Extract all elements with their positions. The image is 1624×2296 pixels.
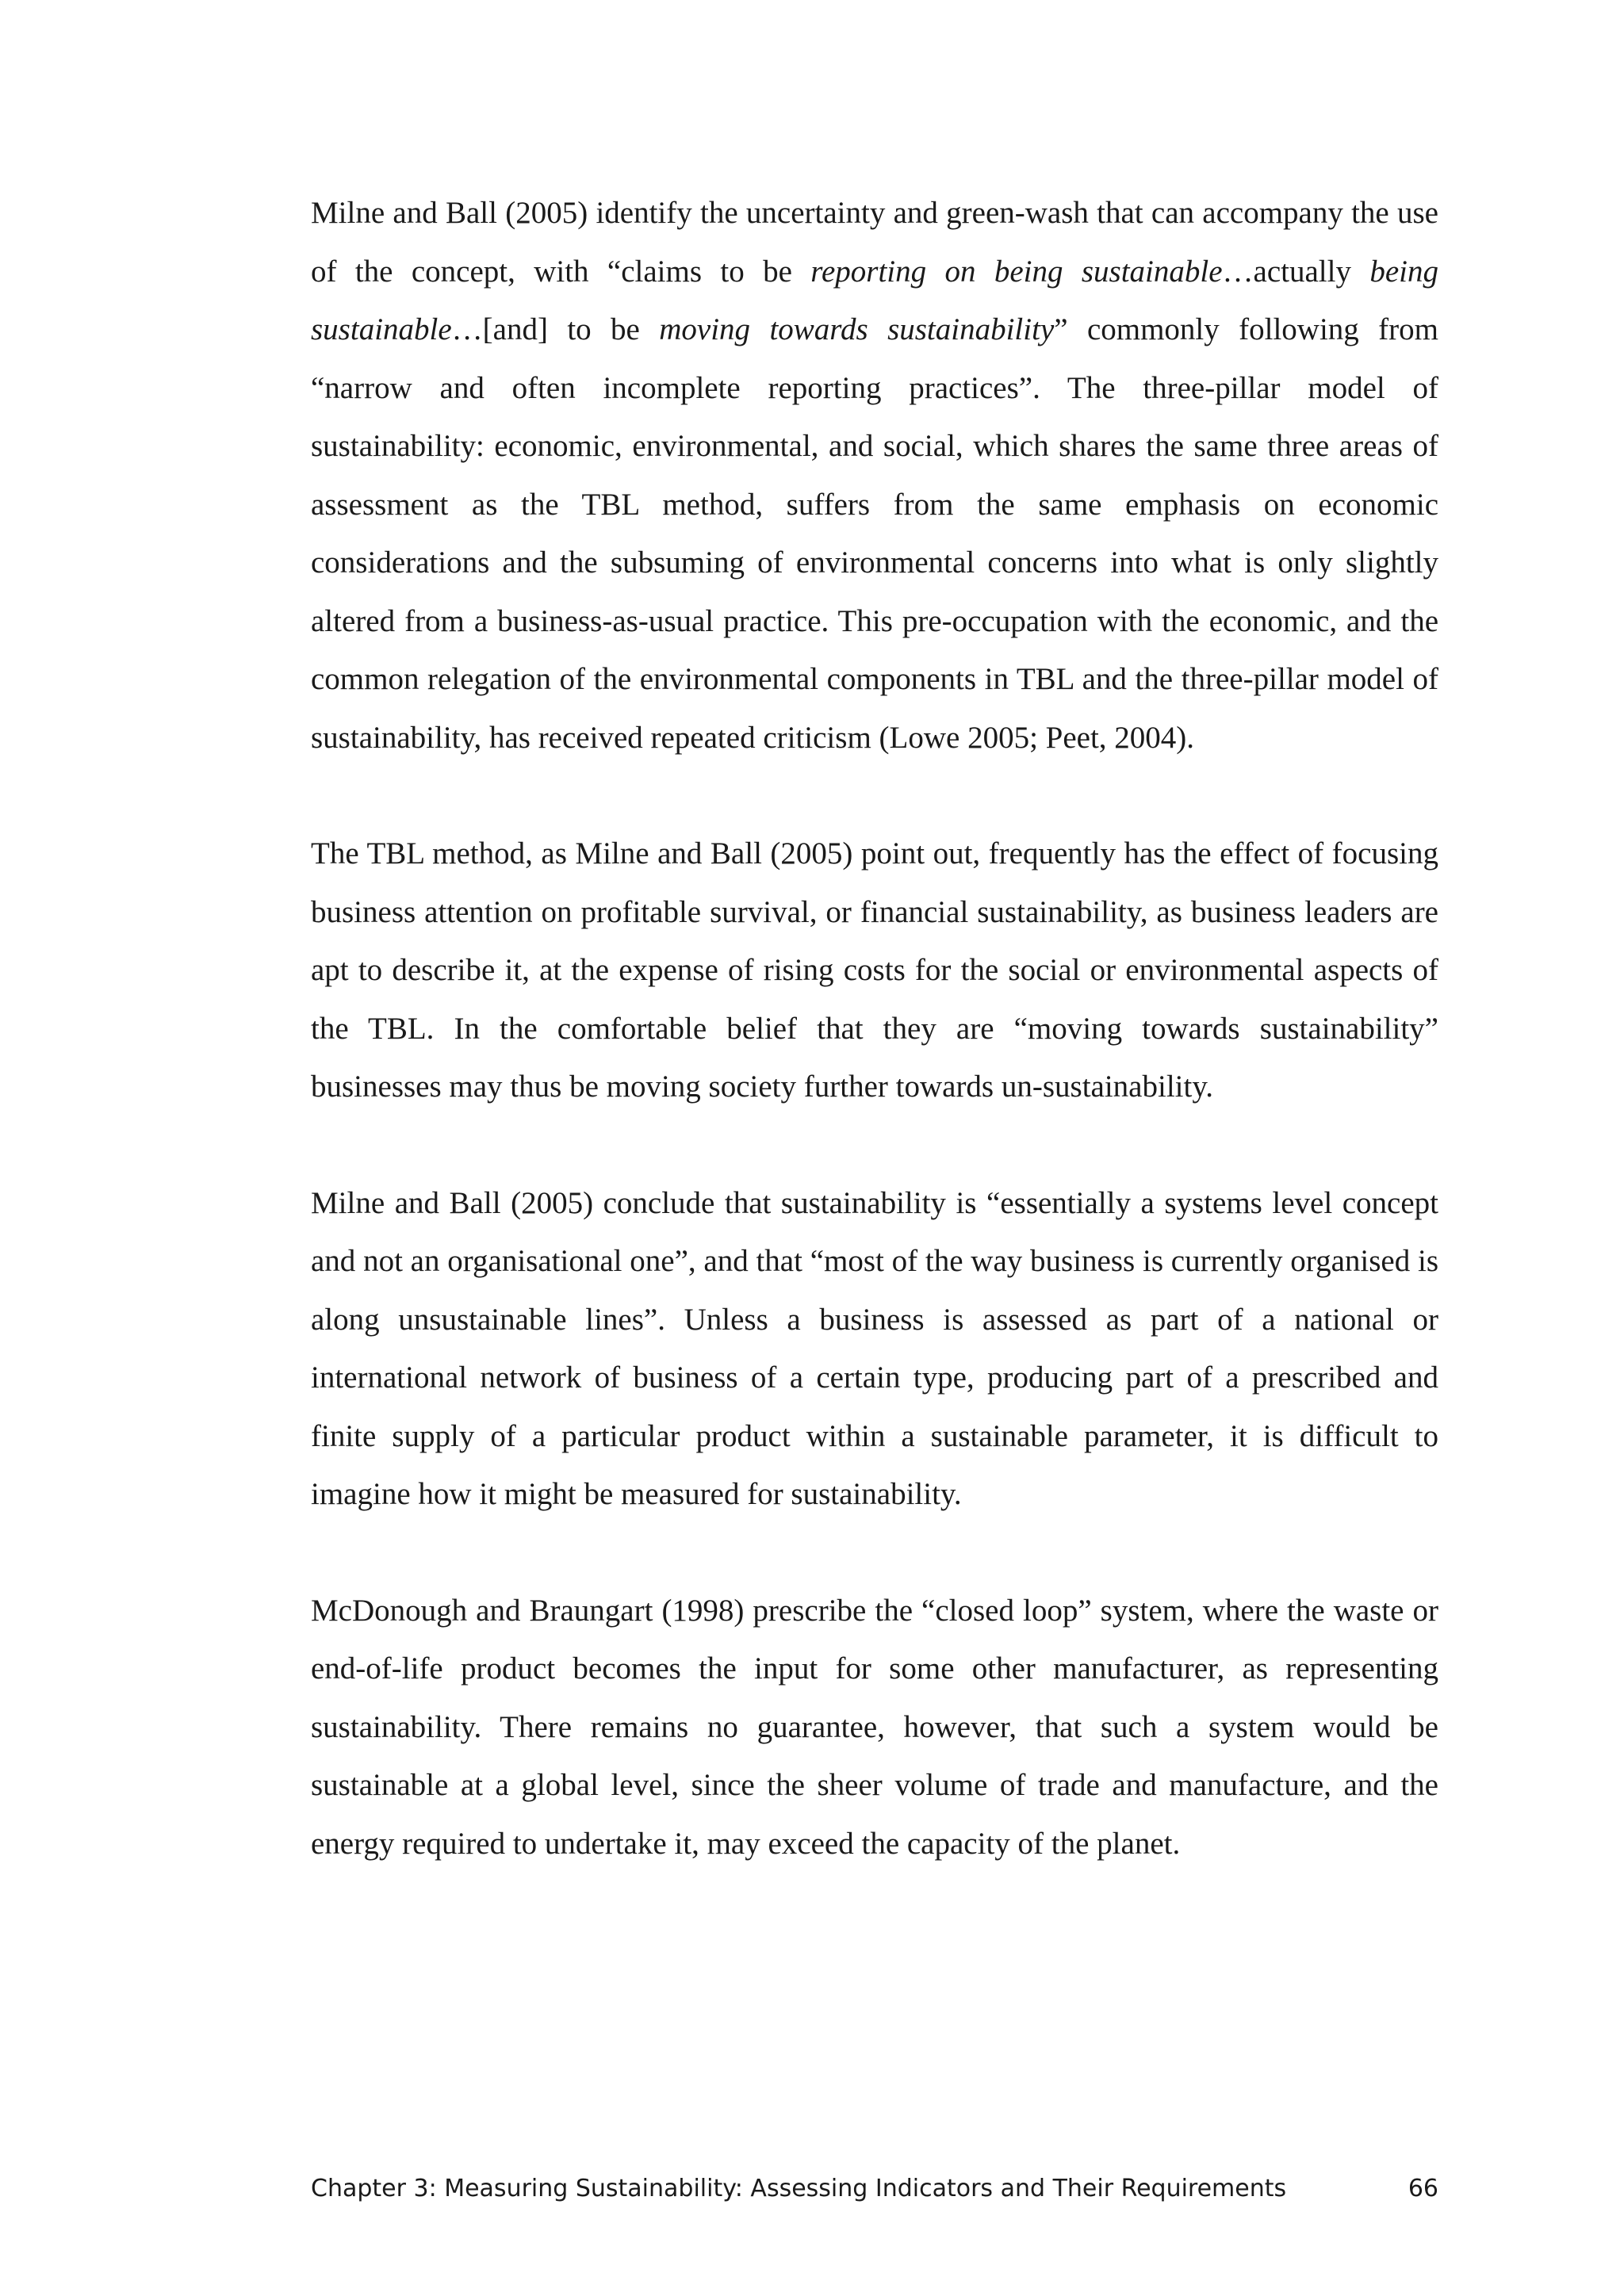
paragraph-4 [311,1582,1438,1873]
body-text [311,184,1438,1873]
chapter-title: Chapter 3: Measuring Sustainability: Assessing Indicators and Their Requirements [311,2175,1287,2202]
paragraph-1-segment-4: being sustainable [311,254,1438,346]
paragraph-1-segment-3: …actually [1222,254,1370,289]
paragraph-4-text: McDonough and Braungart (1998) prescribe the “closed loop” system, where the waste or end-of-life product becomes the input for some other manufacturer, as representing sustainability. There remains no guarantee, however, that such a system would be sustainable at a global level, since the sheer volume of trade and manufacture, and the energy required to undertake it, may exceed the capacity of the planet. [311,1593,1438,1861]
paragraph-1-segment-7: ” commonly following from “narrow and often incomplete reporting practices”. The three-pillar model of sustainability: economic, environmental, and social, which shares the same three areas of assessment as the TBL method, suffers from the same emphasis on economic considerations and the subsuming of environmental concerns into what is only slightly altered from a business-as-usual practice. This pre-occupation with the economic, and the common relegation of the environmental components in TBL and the three-pillar model of sustainability, has received repeated criticism (Lowe 2005; Peet, 2004). [311,312,1438,755]
paragraph-2 [311,825,1438,1116]
paragraph-3-text: Milne and Ball (2005) conclude that sustainability is “essentially a systems level concept and not an organisational one”, and that “most of the way business is currently organised is along unsustainable lines”. Unless a business is assessed as part of a national or international network of business of a certain type, producing part of a prescribed and finite supply of a particular product within a sustainable parameter, it is difficult to imagine how it might be measured for sustainability. [311,1185,1438,1511]
paragraph-1 [311,184,1438,767]
page-footer [311,2169,1438,2209]
paragraph-1-segment-6: moving towards sustainability [659,312,1055,346]
paragraph-3 [311,1174,1438,1524]
paragraph-1-segment-2: reporting on being sustainable [810,254,1223,289]
paragraph-2-text: The TBL method, as Milne and Ball (2005) point out, frequently has the effect of focusing business attention on profitable survival, or financial sustainability, as business leaders are apt to describe it, at the expense of rising costs for the social or environmental aspects of the TBL. In the comfortable belief that they are “moving towards sustainability” businesses may thus be moving society further towards un-sustainability. [311,836,1438,1104]
paragraph-1-segment-1: Milne and Ball (2005) identify the uncertainty and green-wash that can accompany the use of the concept, with “claims to be [311,196,1438,289]
page-number: 66 [1408,2175,1438,2202]
paragraph-1-segment-5: …[and] to be [451,312,660,346]
